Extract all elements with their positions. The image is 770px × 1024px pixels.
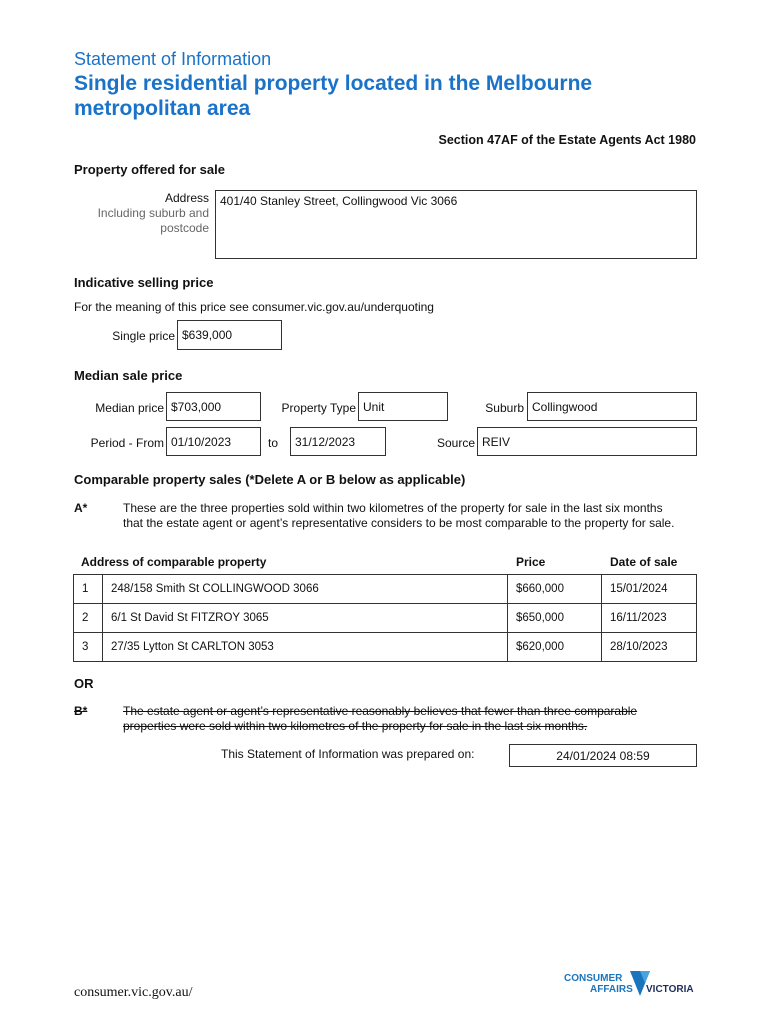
median-heading: Median sale price	[74, 368, 183, 383]
col-header-address: Address of comparable property	[81, 555, 267, 569]
period-to-value: 31/12/2023	[295, 435, 356, 449]
period-from-label: Period - From	[90, 436, 164, 450]
source-label: Source	[436, 436, 475, 450]
indicative-heading: Indicative selling price	[74, 275, 214, 290]
property-type-value: Unit	[363, 400, 385, 414]
footer-url[interactable]: consumer.vic.gov.au/	[74, 985, 193, 1000]
table-row	[74, 604, 697, 633]
document-title: Single residential property located in the Melbourne metropolitan area	[74, 72, 593, 120]
address-field[interactable]	[215, 190, 697, 259]
suburb-field[interactable]	[527, 392, 697, 421]
prepared-on-field[interactable]	[509, 744, 697, 767]
comparable-date[interactable]: 16/11/2023	[602, 604, 697, 633]
option-b-text: The estate agent or agent’s representative reasonably believes that fewer than three comparable properties were sold within two kilometres of the property for sale in the last six months.	[123, 704, 638, 733]
period-to-field[interactable]	[290, 427, 386, 456]
comparable-address[interactable]: 6/1 St David St FITZROY 3065	[103, 604, 508, 633]
source-value: REIV	[482, 435, 511, 449]
option-b-marker: B*	[74, 704, 88, 718]
median-price-field[interactable]	[166, 392, 261, 421]
single-price-field[interactable]	[177, 320, 282, 350]
or-label: OR	[74, 676, 94, 691]
comparable-price[interactable]: $650,000	[508, 604, 602, 633]
option-a-text: These are the three properties sold within two kilometres of the property for sale in the last six months that the estate agent or agent’s representative considers to be most comparable to the property for sale.	[123, 501, 675, 530]
suburb-value: Collingwood	[532, 400, 598, 414]
comparable-address[interactable]: 248/158 Smith St COLLINGWOOD 3066	[103, 575, 508, 604]
property-type-field[interactable]	[358, 392, 448, 421]
consumer-affairs-victoria-logo	[562, 970, 702, 1000]
property-type-label: Property Type	[281, 401, 356, 415]
address-label: Address	[164, 191, 209, 205]
address-sublabel-2: postcode	[160, 221, 209, 235]
prepared-on-value: 24/01/2024 08:59	[556, 749, 650, 763]
logo-text-affairs: AFFAIRS	[590, 984, 633, 995]
row-number: 1	[74, 575, 103, 604]
comparable-heading: Comparable property sales (*Delete A or B below as applicable)	[74, 472, 466, 487]
table-row	[74, 575, 697, 604]
section-reference: Section 47AF of the Estate Agents Act 1980	[438, 133, 696, 147]
suburb-label: Suburb	[485, 401, 524, 415]
prepared-on-label: This Statement of Information was prepared on:	[221, 747, 475, 761]
property-heading: Property offered for sale	[74, 162, 225, 177]
median-price-label: Median price	[95, 401, 164, 415]
address-sublabel: Including suburb and	[97, 206, 209, 220]
row-number: 3	[74, 633, 103, 662]
table-row	[74, 633, 697, 662]
comparable-price[interactable]: $660,000	[508, 575, 602, 604]
median-price-value: $703,000	[171, 400, 222, 414]
col-header-price: Price	[516, 555, 546, 569]
single-price-label: Single price	[112, 329, 175, 343]
period-from-field[interactable]	[166, 427, 261, 456]
address-value: 401/40 Stanley Street, Collingwood Vic 3066	[220, 194, 458, 208]
period-to-label: to	[268, 436, 279, 450]
row-number: 2	[74, 604, 103, 633]
comparable-date[interactable]: 28/10/2023	[602, 633, 697, 662]
comparable-price[interactable]: $620,000	[508, 633, 602, 662]
logo-text-consumer: CONSUMER	[564, 973, 623, 984]
logo-text-victoria: VICTORIA	[646, 984, 694, 995]
logo-graphic	[562, 970, 702, 1000]
option-a-marker: A*	[74, 501, 88, 515]
single-price-value: $639,000	[182, 328, 233, 342]
source-field[interactable]	[477, 427, 697, 456]
underquoting-note: For the meaning of this price see consumer.vic.gov.au/underquoting	[74, 300, 434, 314]
comparable-date[interactable]: 15/01/2024	[602, 575, 697, 604]
document-subtitle: Statement of Information	[74, 49, 272, 69]
comparable-address[interactable]: 27/35 Lytton St CARLTON 3053	[103, 633, 508, 662]
period-from-value: 01/10/2023	[171, 435, 232, 449]
comparable-sales-table	[73, 574, 697, 662]
col-header-date: Date of sale	[610, 555, 678, 569]
